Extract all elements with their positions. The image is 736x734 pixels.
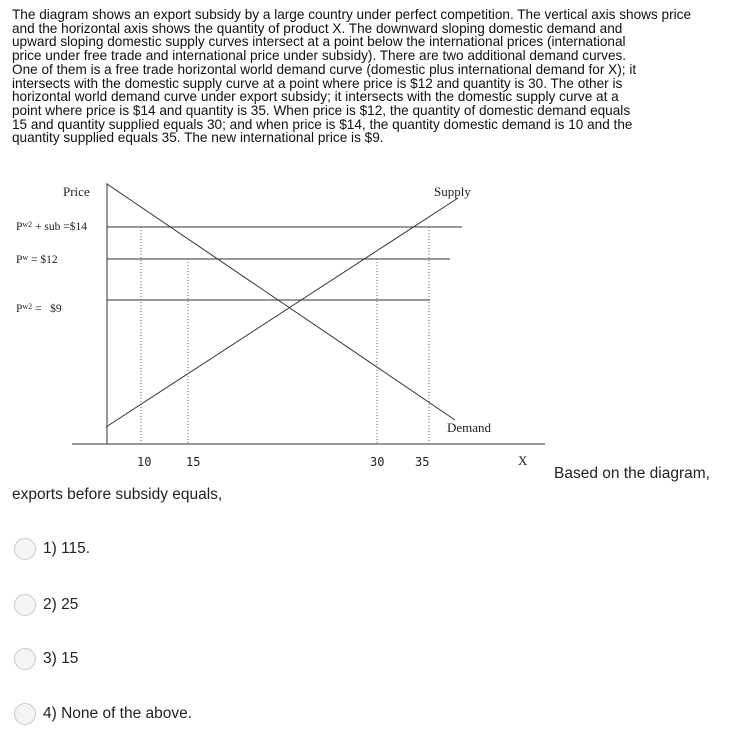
demand-curve [107, 184, 455, 420]
supply-curve [106, 198, 458, 427]
question-text-lead: exports before subsidy equals, [12, 486, 223, 503]
x-tick-label: 15 [186, 455, 201, 469]
price-label-suffix: = $9 [32, 303, 62, 315]
x-axis-label: X [518, 453, 528, 468]
answer-option-label: 2) 25 [43, 596, 79, 613]
answer-option-2[interactable] [14, 594, 78, 616]
x-tick-label: 30 [370, 455, 385, 469]
description-line: One of them is a free trade horizontal world demand curve (domestic plus international demand for X); it [12, 61, 637, 77]
description-line: point where price is $14 and quantity is 35. When price is $12, the quantity of domestic demand equals [12, 102, 631, 118]
price-label-suffix: + sub =$14 [32, 221, 88, 233]
question-description [12, 8, 726, 145]
description-line: The diagram shows an export subsidy by a large country under perfect competition. The vertical axis shows price [12, 7, 692, 22]
answer-option-label: 3) 15 [43, 650, 79, 667]
supply-label: Supply [434, 184, 471, 199]
description-line: 15 and quantity supplied equals 30; and when price is $14, the quantity domestic demand is 10 and the [12, 116, 633, 132]
radio-button[interactable] [14, 538, 36, 560]
description-line: and the horizontal axis shows the quantity of product X. The downward sloping domestic demand and [12, 20, 623, 36]
answer-option-3[interactable] [14, 648, 78, 670]
question-text-tail: Based on the diagram, [554, 465, 710, 482]
answer-option-label: 1) 115. [43, 540, 91, 557]
demand-label: Demand [447, 420, 492, 435]
answer-option-4[interactable] [14, 703, 192, 725]
description-line: quantity supplied equals 35. The new international price is $9. [12, 130, 384, 146]
answer-option-1[interactable] [14, 538, 90, 560]
x-tick-label: 35 [415, 455, 430, 469]
price-label-suffix: = $12 [28, 254, 58, 266]
price-label-superscript: w [22, 253, 29, 262]
description-line: horizontal world demand curve under export subsidy; it intersects with the domestic supply curve at a [12, 89, 619, 105]
price-label-prefix: P [16, 221, 23, 233]
x-tick-label: 10 [137, 455, 152, 469]
radio-button[interactable] [14, 648, 36, 670]
price-label-new-intl [16, 302, 62, 315]
price-label-free-trade [16, 253, 58, 266]
description-line: intersects with the domestic supply curve at a point where price is $12 and quantity is 30. The other is [12, 75, 623, 91]
price-label-prefix: P [16, 303, 23, 315]
radio-button[interactable] [14, 594, 36, 616]
price-label-superscript: w2 [22, 220, 33, 229]
answer-option-label: 4) None of the above. [43, 705, 193, 722]
y-axis-label: Price [63, 184, 90, 199]
description-line: upward sloping domestic supply curves intersect at a point below the international prices (international [12, 34, 626, 50]
price-label-prefix: P [16, 254, 23, 266]
price-label-subsidy [16, 220, 87, 233]
export-subsidy-diagram [0, 170, 560, 480]
price-label-superscript: w2 [22, 302, 33, 311]
description-line: price under free trade and international price under subsidy). There are two additional demand curves. [12, 48, 627, 64]
radio-button[interactable] [14, 703, 36, 725]
